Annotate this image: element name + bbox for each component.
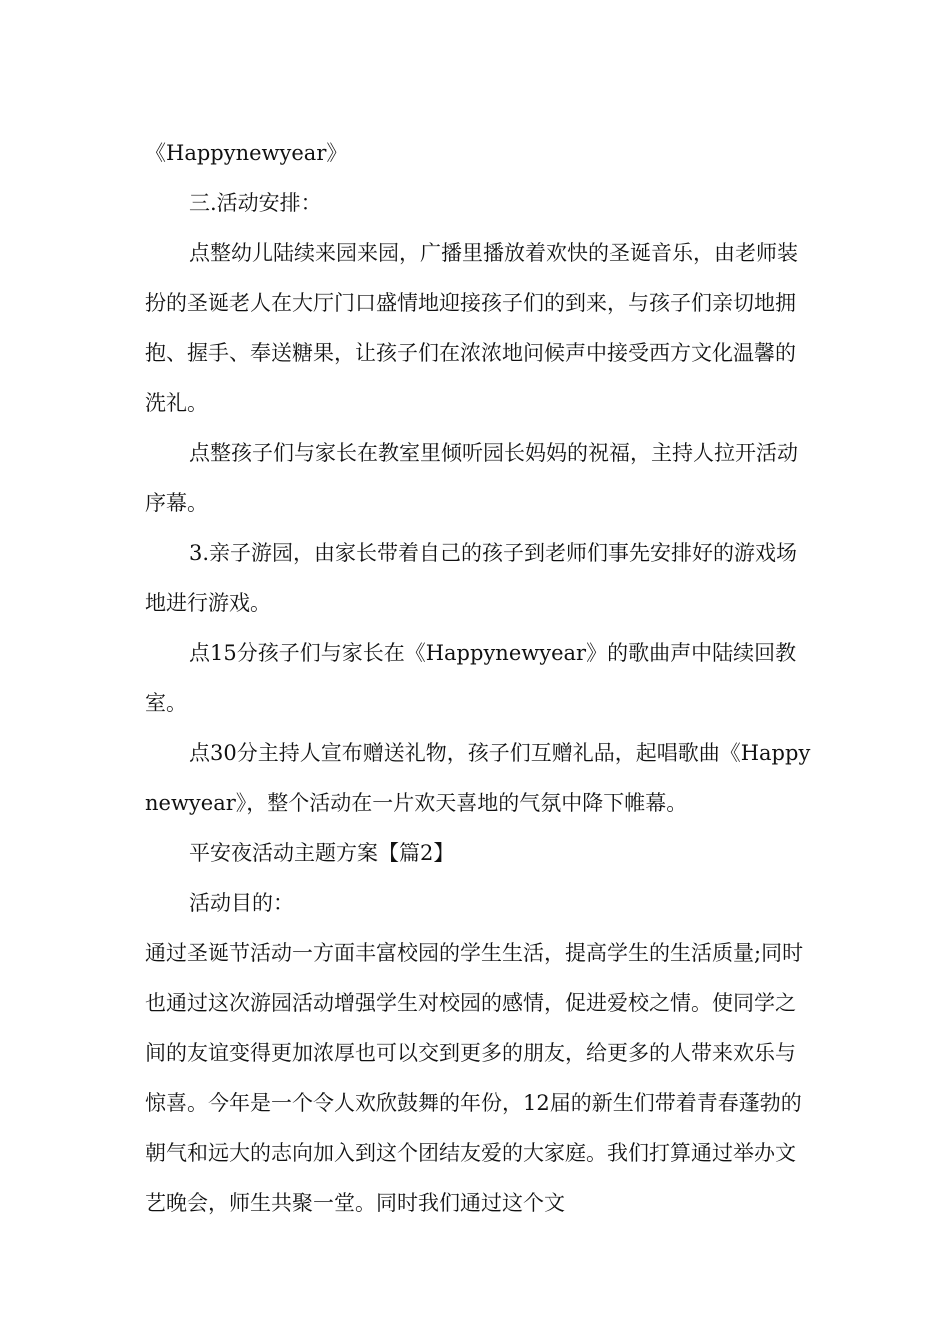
section-heading-plan-2: 平安夜活动主题方案【篇2】 bbox=[189, 841, 455, 865]
song-title-line: 《Happynewyear》 bbox=[145, 141, 348, 165]
paragraph-purpose-body: 通过圣诞节活动一方面丰富校园的学生生活，提高学生的生活质量;同时也通过这次游园活动增强学生对校园的感情，促进爱校之情。使同学之间的友谊变得更加浓厚也可以交到更多的朋友，给更多的人带来欢乐与惊喜。今年是一个令人欢欣鼓舞的年份，12届的新生们带着青春蓬勃的朝气和远大的志向加入到这个团结友爱的大家庭。我们打算通过举办文艺晚会，师生共聚一堂。同时我们通过这个文 bbox=[145, 941, 804, 1215]
paragraph-return-classroom: 点15分孩子们与家长在《Happynewyear》的歌曲声中陆续回教室。 bbox=[145, 641, 797, 715]
paragraph-arrival: 点整幼儿陆续来园来园，广播里播放着欢快的圣诞音乐，由老师装扮的圣诞老人在大厅门口盛情地迎接孩子们的到来，与孩子们亲切地拥抱、握手、奉送糖果，让孩子们在浓浓地问候声中接受西方文化温馨的洗礼。 bbox=[145, 241, 798, 415]
section-heading-activity-schedule: 三.活动安排： bbox=[189, 191, 322, 215]
paragraph-opening: 点整孩子们与家长在教室里倾听园长妈妈的祝福，主持人拉开活动序幕。 bbox=[145, 441, 798, 515]
paragraph-parent-child-tour: 3.亲子游园，由家长带着自己的孩子到老师们事先安排好的游戏场地进行游戏。 bbox=[145, 541, 798, 615]
section-heading-purpose: 活动目的： bbox=[189, 891, 294, 915]
paragraph-gift-exchange: 点30分主持人宣布赠送礼物，孩子们互赠礼品，起唱歌曲《Happynewyear》，整个活动在一片欢天喜地的气氛中降下帷幕。 bbox=[145, 741, 811, 815]
document-body bbox=[145, 128, 815, 1228]
